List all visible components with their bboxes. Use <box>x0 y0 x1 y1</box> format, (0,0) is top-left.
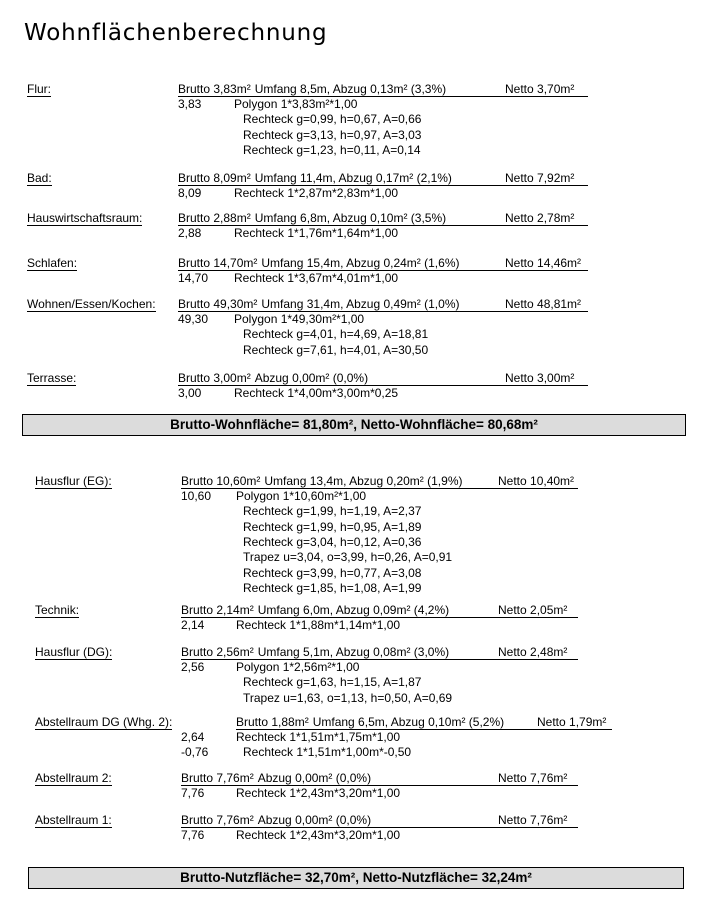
calc-line: Polygon 1*2,56m²*1,00 <box>236 660 360 674</box>
brutto-area: Brutto 2,14m² <box>181 603 254 617</box>
room-name: Schlafen: <box>27 256 78 270</box>
room-name: Abstellraum 2: <box>35 771 112 785</box>
line-value: 2,14 <box>181 618 205 632</box>
calc-line: Rechteck g=0,99, h=0,67, A=0,66 <box>243 112 422 127</box>
room-name: Abstellraum 1: <box>35 813 112 827</box>
calc-line: Rechteck g=1,63, h=1,15, A=1,87 <box>243 675 422 690</box>
calc-line: Trapez u=1,63, o=1,13, h=0,50, A=0,69 <box>243 690 453 705</box>
umfang-abzug <box>258 645 449 660</box>
brutto-area: Brutto 2,88m² <box>178 211 251 225</box>
brutto-area: Brutto 49,30m² <box>178 297 258 311</box>
line-value: 7,76 <box>181 828 205 842</box>
umfang-abzug <box>258 813 371 828</box>
name-underline-spacer <box>27 270 77 271</box>
umfang: Umfang 5,1m, <box>257 645 334 659</box>
netto-area: Netto 2,78m² <box>505 211 575 225</box>
line-value: 7,76 <box>181 786 205 800</box>
line-value: 3,83 <box>178 97 202 111</box>
line-value: 3,00 <box>178 386 202 400</box>
netto-area: Netto 3,00m² <box>505 371 575 385</box>
calc-line: Rechteck 1*4,00m*3,00m*0,25 <box>234 386 399 400</box>
netto-area: Netto 1,79m² <box>537 715 607 729</box>
abzug: Abzug 0,00m² (0,0%) <box>257 771 372 785</box>
netto-area: Netto 7,92m² <box>505 171 575 185</box>
line-value: 2,56 <box>181 660 205 674</box>
umfang-abzug <box>261 297 459 312</box>
calc-line: Rechteck g=4,01, h=4,69, A=18,81 <box>243 327 429 342</box>
room-name: Flur: <box>27 82 51 96</box>
umfang: Umfang 15,4m, <box>261 256 344 270</box>
brutto-area: Brutto 7,76m² <box>181 813 254 827</box>
brutto-area: Brutto 8,09m² <box>178 171 251 185</box>
line-value: 14,70 <box>178 271 209 285</box>
room-name: Technik: <box>35 603 80 617</box>
calc-line: Polygon 1*49,30m²*1,00 <box>234 312 365 326</box>
calc-line: Rechteck 1*1,88m*1,14m*1,00 <box>236 618 401 632</box>
calc-line: Rechteck 1*1,76m*1,64m*1,00 <box>234 226 399 240</box>
line-value: 8,09 <box>178 186 202 200</box>
name-underline-spacer <box>35 827 112 828</box>
calc-line: Rechteck 1*2,87m*2,83m*1,00 <box>234 186 399 200</box>
line-value: 49,30 <box>178 312 209 326</box>
umfang-abzug <box>313 715 504 730</box>
abzug: Abzug 0,00m² (0,0%) <box>254 371 369 385</box>
calc-line: Rechteck 1*2,43m*3,20m*1,00 <box>236 786 401 800</box>
brutto-area: Brutto 10,60m² <box>181 474 261 488</box>
name-underline-spacer <box>35 488 112 489</box>
name-underline-spacer <box>35 659 112 660</box>
calc-line: Rechteck 1*2,43m*3,20m*1,00 <box>236 828 401 842</box>
calc-line: Trapez u=3,04, o=3,99, h=0,26, A=0,91 <box>243 550 453 565</box>
name-underline-spacer <box>35 617 79 618</box>
room-name: Hausflur (DG): <box>35 645 113 659</box>
line-value: 2,88 <box>178 226 202 240</box>
netto-area: Netto 7,76m² <box>498 813 568 827</box>
netto-area: Netto 7,76m² <box>498 771 568 785</box>
umfang-abzug <box>255 171 452 186</box>
brutto-area: Brutto 3,00m² <box>178 371 251 385</box>
room-name: Bad: <box>27 171 52 185</box>
calc-line: Polygon 1*10,60m²*1,00 <box>236 489 367 503</box>
nutzflaeche-total: Brutto-Nutzfläche= 32,70m², Netto-Nutzfläche= 32,24m² <box>28 867 684 889</box>
umfang-abzug <box>255 211 446 226</box>
calc-line: Rechteck g=1,85, h=1,08, A=1,99 <box>243 580 422 595</box>
name-underline-spacer <box>27 96 51 97</box>
name-underline-spacer <box>27 185 52 186</box>
name-underline-spacer <box>27 225 142 226</box>
abzug: Abzug 0,20m² (1,9%) <box>349 474 463 488</box>
abzug: Abzug 0,10m² (3,5%) <box>332 211 447 225</box>
abzug: Abzug 0,09m² (4,2%) <box>335 603 450 617</box>
room-name: Terrasse: <box>27 371 77 385</box>
umfang: Umfang 6,8m, <box>254 211 331 225</box>
umfang-abzug <box>255 371 368 386</box>
umfang-abzug <box>264 474 462 489</box>
brutto-area: Brutto 2,56m² <box>181 645 254 659</box>
netto-area: Netto 3,70m² <box>505 82 575 96</box>
netto-area: Netto 14,46m² <box>505 256 582 270</box>
line-value: -0,76 <box>181 745 209 760</box>
umfang-abzug <box>258 603 449 618</box>
umfang: Umfang 11,4m, <box>254 171 336 185</box>
netto-area: Netto 48,81m² <box>505 297 582 311</box>
line-value: 10,60 <box>181 489 212 503</box>
umfang: Umfang 31,4m, <box>261 297 344 311</box>
umfang: Umfang 6,0m, <box>257 603 334 617</box>
brutto-area: Brutto 1,88m² <box>236 715 309 729</box>
name-underline-spacer <box>27 385 76 386</box>
calc-line: Rechteck g=7,61, h=4,01, A=30,50 <box>243 342 429 357</box>
line-value: 2,64 <box>181 730 205 744</box>
calc-line: Rechteck 1*1,51m*1,75m*1,00 <box>236 730 401 744</box>
name-underline-spacer <box>35 729 172 730</box>
umfang: Umfang 8,5m, <box>254 82 331 96</box>
netto-area: Netto 2,48m² <box>498 645 568 659</box>
abzug: Abzug 0,24m² (1,6%) <box>346 256 460 270</box>
netto-area: Netto 2,05m² <box>498 603 568 617</box>
abzug: Abzug 0,10m² (5,2%) <box>390 715 505 729</box>
abzug: Abzug 0,08m² (3,0%) <box>335 645 450 659</box>
umfang-abzug <box>255 82 446 97</box>
calc-line: Rechteck 1*1,51m*1,00m*-0,50 <box>243 745 412 760</box>
room-name: Wohnen/Essen/Kochen: <box>27 297 156 311</box>
calc-line: Rechteck g=1,23, h=0,11, A=0,14 <box>243 142 421 157</box>
brutto-area: Brutto 7,76m² <box>181 771 254 785</box>
page-title: Wohnflächenberechnung <box>24 20 328 46</box>
calc-line: Polygon 1*3,83m²*1,00 <box>234 97 358 111</box>
abzug: Abzug 0,17m² (2,1%) <box>338 171 452 185</box>
calc-line: Rechteck g=3,99, h=0,77, A=3,08 <box>243 565 422 580</box>
umfang-abzug <box>258 771 371 786</box>
umfang: Umfang 6,5m, <box>312 715 389 729</box>
umfang: Umfang 13,4m, <box>264 474 347 488</box>
abzug: Abzug 0,13m² (3,3%) <box>332 82 447 96</box>
calc-line: Rechteck 1*3,67m*4,01m*1,00 <box>234 271 399 285</box>
name-underline-spacer <box>35 785 112 786</box>
wohnflaeche-total: Brutto-Wohnfläche= 81,80m², Netto-Wohnfläche= 80,68m² <box>22 414 686 436</box>
name-underline-spacer <box>27 311 156 312</box>
room-name: Abstellraum DG (Whg. 2): <box>35 715 173 729</box>
abzug: Abzug 0,00m² (0,0%) <box>257 813 372 827</box>
brutto-area: Brutto 14,70m² <box>178 256 258 270</box>
abzug: Abzug 0,49m² (1,0%) <box>346 297 460 311</box>
netto-area: Netto 10,40m² <box>498 474 575 488</box>
umfang-abzug <box>261 256 459 271</box>
room-name: Hausflur (EG): <box>35 474 112 488</box>
calc-line: Rechteck g=3,13, h=0,97, A=3,03 <box>243 127 422 142</box>
room-name: Hauswirtschaftsraum: <box>27 211 143 225</box>
brutto-area: Brutto 3,83m² <box>178 82 251 96</box>
calc-line: Rechteck g=3,04, h=0,12, A=0,36 <box>243 534 422 549</box>
calc-line: Rechteck g=1,99, h=0,95, A=1,89 <box>243 519 422 534</box>
calc-line: Rechteck g=1,99, h=1,19, A=2,37 <box>243 504 422 519</box>
